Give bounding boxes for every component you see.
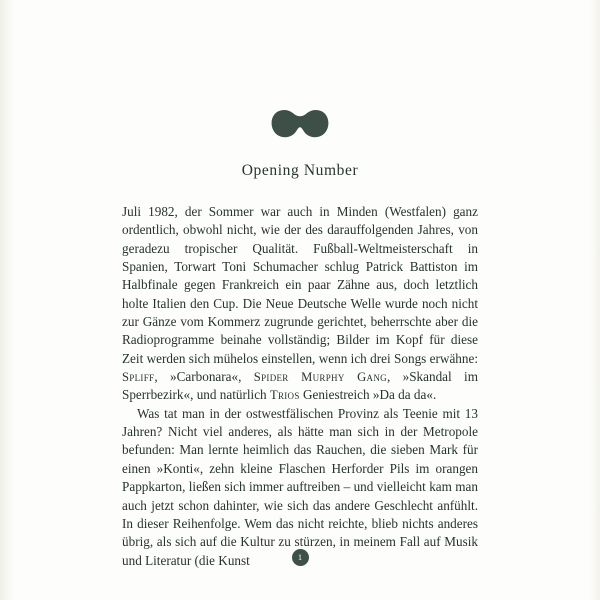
paragraph-1-segment-2: , »Carbonara«, xyxy=(154,369,254,385)
paragraph-1-segment-3: , »Skandal im Sperrbezirk«, und natürlich xyxy=(122,369,478,403)
page-number-label: 1 xyxy=(297,552,303,562)
body-text xyxy=(122,180,478,570)
page-edge-shadow-left xyxy=(0,0,14,600)
paragraph-1-segment-4: Geniestreich »Da da da«. xyxy=(299,387,437,403)
paragraph-1 xyxy=(122,203,478,405)
smallcaps-trios: Trios xyxy=(269,388,300,403)
page-number-badge xyxy=(292,549,309,566)
page-edge-shadow-right xyxy=(590,0,600,600)
paragraph-1-segment-1: Juli 1982, der Sommer war auch in Minden (Westfalen) ganz ordentlich, obwohl nicht, wie der des darauffolgenden Jahres, von geradezu tropischer Qualität. Fußball-Weltmeisterschaft in Spanien, Torwart Toni Schumacher schlug Patrick Battiston im Halbfinale gegen Frankreich ein paar Zähne aus, doch letztlich holte Italien den Cup. Die Neue Deutsche Welle wurde noch nicht zur Gänze vom Kommerz zugrunde gerichtet, beherrschte aber die Radioprogramme beinahe vollständig; Bilder im Kopf für diese Zeit werden sich mühelos einstellen, wenn ich drei Songs erwähne: xyxy=(122,204,478,366)
smallcaps-spliff: Spliff xyxy=(122,370,155,385)
page-number xyxy=(0,549,600,566)
mustache-ornament-icon xyxy=(122,0,478,142)
smallcaps-spider-murphy-gang: Spider Murphy Gang xyxy=(253,370,387,385)
page-title: Opening Number xyxy=(241,162,359,179)
page-content-column xyxy=(122,0,478,600)
paragraph-2: Was tat man in der ostwestfälischen Provinz als Teenie mit 13 Jahren? Nicht viel anderes, als hätte man sich in der Metropole befunden: Man lernte heimlich das Rauchen, die sieben Mark für einen »Konti«, zehn kleine Flaschen Herforder Pils im orangen Pappkarton, ließen sich immer auftreiben – und vielleicht kam man auch jetzt schon dahinter, wie sich das andere Geschlecht anfühlt. In dieser Reihenfolge. Wem das nicht reichte, blieb nichts anderes übrig, als sich auf die Kultur zu stürzen, in meinem Fall auf Musik und Literatur (die Kunst xyxy=(122,405,478,568)
